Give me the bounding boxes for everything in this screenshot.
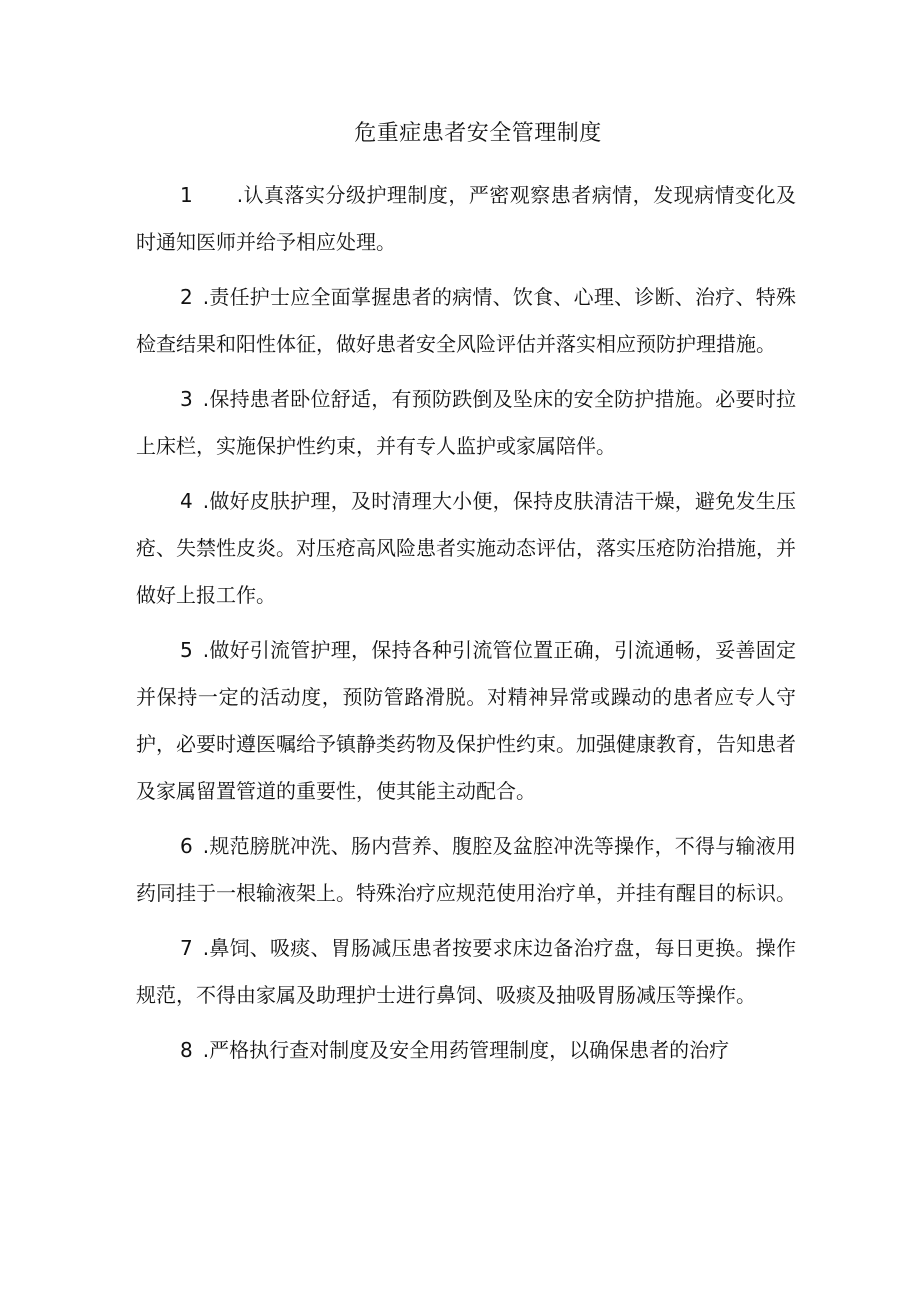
item-text: .做好皮肤护理，及时清理大小便，保持皮肤清洁干燥，避免发生压疮、失禁性皮炎。对压疮高风险患者实施动态评估，落实压疮防治措施，并做好上报工作。	[136, 489, 796, 607]
item-text: .责任护士应全面掌握患者的病情、饮食、心理、诊断、治疗、特殊检查结果和阳性体征，做好患者安全风险评估并落实相应预防护理措施。	[136, 285, 796, 356]
list-item	[136, 172, 796, 266]
item-text: .做好引流管护理，保持各种引流管位置正确，引流通畅，妥善固定并保持一定的活动度，预防管路滑脱。对精神异常或躁动的患者应专人守护，必要时遵医嘱给予镇静类药物及保护性约束。加强健康教育，告知患者及家属留置管道的重要性，使其能主动配合。	[136, 638, 796, 803]
list-item	[136, 478, 796, 619]
page-title: 危重症患者安全管理制度	[354, 121, 602, 146]
item-text: .鼻饲、吸痰、胃肠减压患者按要求床边备治疗盘，每日更换。操作规范，不得由家属及助理护士进行鼻饲、吸痰及抽吸胃肠减压等操作。	[136, 936, 796, 1007]
list-item	[136, 274, 796, 368]
list-item	[136, 1027, 796, 1074]
list-item	[136, 376, 796, 470]
item-number: 5	[180, 638, 193, 662]
item-text: .保持患者卧位舒适，有预防跌倒及坠床的安全防护措施。必要时拉上床栏，实施保护性约束，并有专人监护或家属陪伴。	[136, 387, 796, 458]
item-text: .认真落实分级护理制度，严密观察患者病情，发现病情变化及时通知医师并给予相应处理。	[136, 183, 796, 254]
item-number: 3	[180, 387, 193, 411]
item-number: 2	[180, 285, 193, 309]
item-number: 4	[180, 489, 193, 513]
item-number: 7	[180, 936, 193, 960]
list-item	[136, 925, 796, 1019]
list-item	[136, 823, 796, 917]
item-number: 8	[180, 1038, 193, 1062]
item-text: .严格执行查对制度及安全用药管理制度，以确保患者的治疗	[202, 1038, 730, 1062]
item-number: 1	[180, 183, 193, 207]
list-item	[136, 627, 796, 815]
item-text: .规范膀胱冲洗、肠内营养、腹腔及盆腔冲洗等操作，不得与输液用药同挂于一根输液架上。特殊治疗应规范使用治疗单，并挂有醒目的标识。	[136, 834, 796, 905]
item-number: 6	[180, 834, 193, 858]
